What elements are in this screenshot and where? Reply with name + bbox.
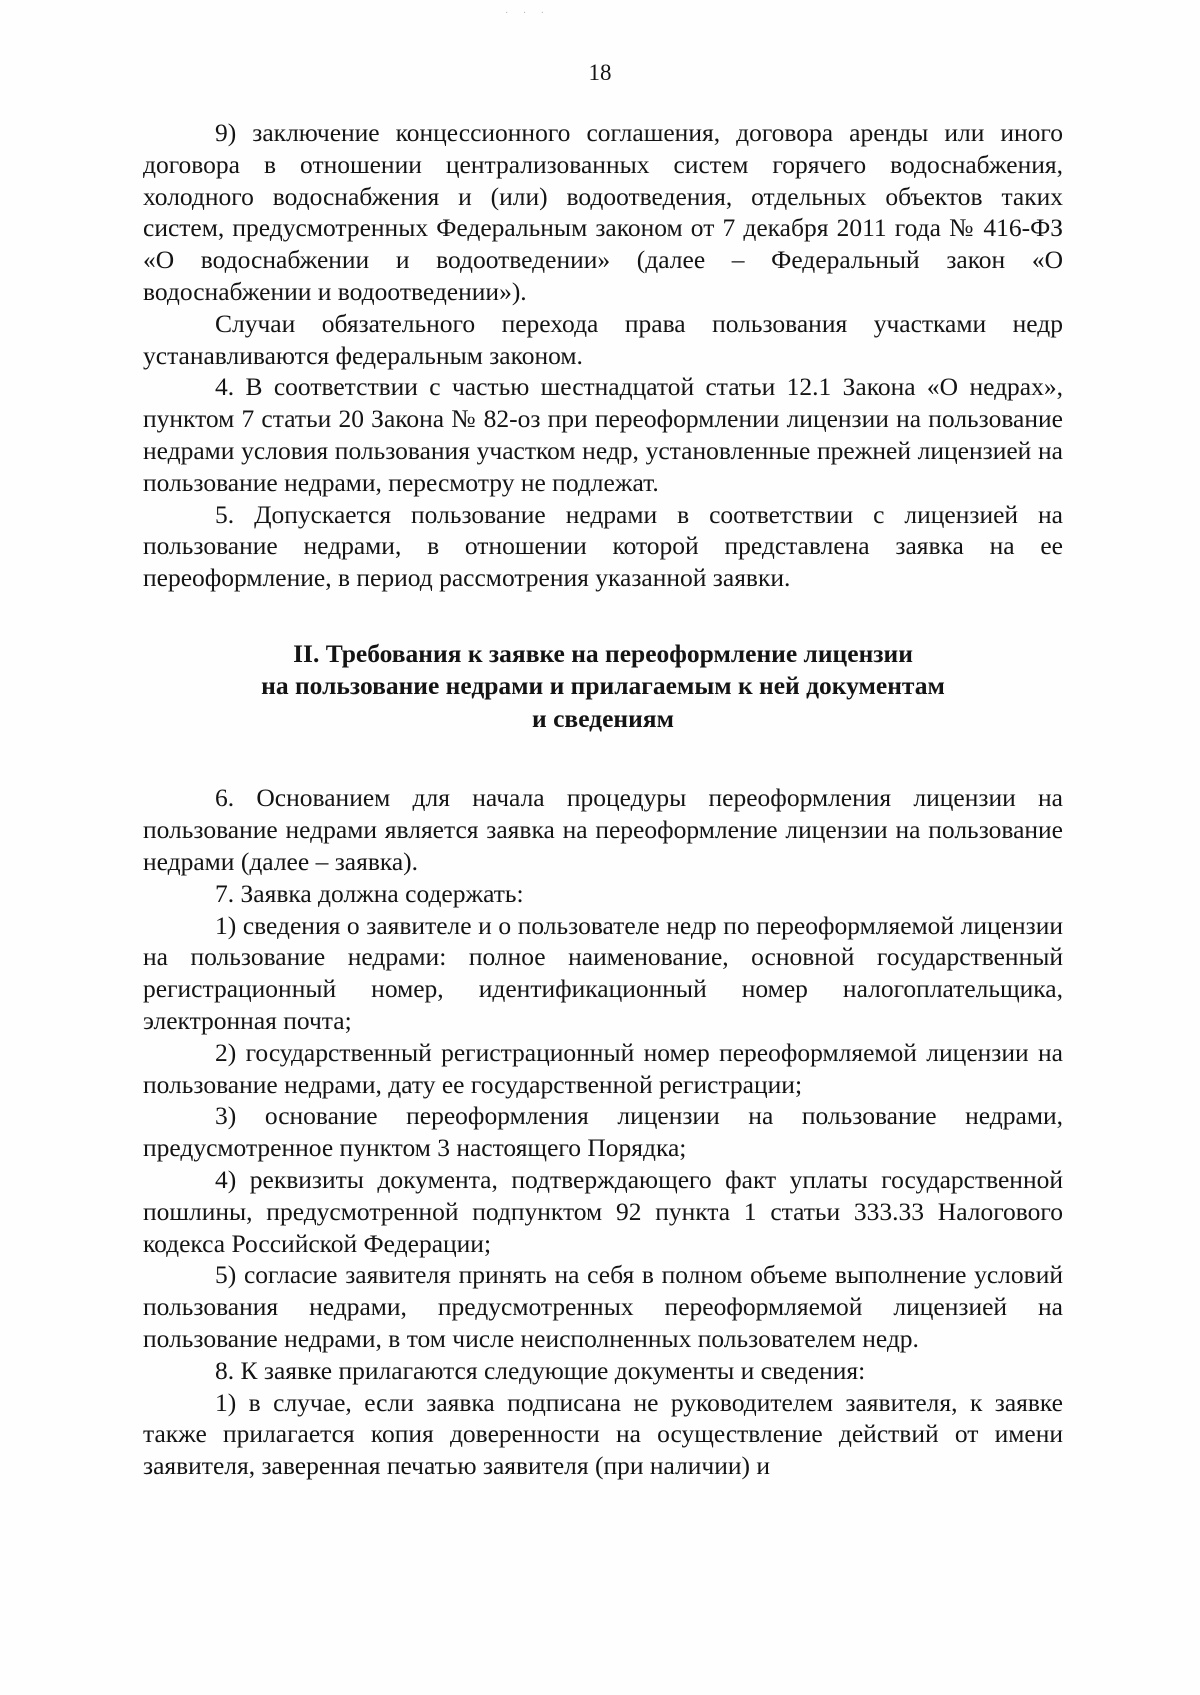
paragraph-8-1: 1) в случае, если заявка подписана не руководителем заявителя, к заявке также прилагается копия доверенности на осуществление действий от имени заявителя, заверенная печатью заявителя (при наличии) и [143,1387,1063,1481]
paragraph-8: 8. К заявке прилагаются следующие документы и сведения: [215,1355,866,1385]
page-number: 18 [588,60,612,85]
section-heading-line-1: II. Требования к заявке на переоформление лицензии [293,638,913,668]
paragraph-7-2: 2) государственный регистрационный номер переоформляемой лицензии на пользование недрами, дату ее государственной регистрации; [143,1037,1063,1099]
paragraph-7-3: 3) основание переоформления лицензии на пользование недрами, предусмотренное пунктом 3 настоящего Порядка; [143,1101,1063,1163]
paragraph-7: 7. Заявка должна содержать: [215,878,524,908]
paragraph-7-1: 1) сведения о заявителе и о пользователе недр по переоформляемой лицензии на пользование недрами: полное наименование, основной государственный регистрационный номер, идентификационный номер налогоплательщика, электронная почта; [143,910,1063,1036]
section-heading-line-3: и сведениям [532,703,674,733]
paragraph-5: 5. Допускается пользование недрами в соответствии с лицензией на пользование недрами, в отношении которой представлена заявка на ее переоформление, в период рассмотрения указанной заявки. [143,499,1063,593]
paragraph-7-4: 4) реквизиты документа, подтверждающего факт уплаты государственной пошлины, предусмотренной подпунктом 92 пункта 1 статьи 333.33 Налогового кодекса Российской Федерации; [143,1165,1063,1258]
section-heading [143,638,1063,736]
paragraph-transfer-cases: Случаи обязательного перехода права пользования участками недр устанавливаются федеральным законом. [143,308,1063,370]
document-body [143,117,1063,1482]
paragraph-6: 6. Основанием для начала процедуры переоформления лицензии на пользование недрами является заявка на переоформление лицензии на пользование недрами (далее – заявка). [143,783,1063,877]
paragraph-7-5: 5) согласие заявителя принять на себя в полном объеме выполнение условий пользования недрами, предусмотренных переоформляемой лицензией на пользование недрами, в том числе неисполненных пользователем недр. [143,1260,1063,1353]
section-heading-line-2: на пользование недрами и прилагаемым к ней документам [261,671,945,701]
paragraph-4: 4. В соответствии с частью шестнадцатой статьи 12.1 Закона «О недрах», пунктом 7 статьи 20 Закона № 82-оз при переоформлении лицензии на пользование недрами условия пользования участком недр, установленные прежней лицензией на пользование недрами, пересмотру не подлежат. [143,372,1063,497]
paragraph-item-9: 9) заключение концессионного соглашения, договора аренды или иного договора в отношении централизованных систем горячего водоснабжения, холодного водоснабжения и (или) водоотведения, отдельных объектов таких систем, предусмотренных Федеральным законом от 7 декабря 2011 года № 416-ФЗ «О водоснабжении и водоотведении» (далее – Федеральный закон «О водоснабжении и водоотведении»). [143,118,1063,306]
scan-artifact: · · · [505,8,550,19]
